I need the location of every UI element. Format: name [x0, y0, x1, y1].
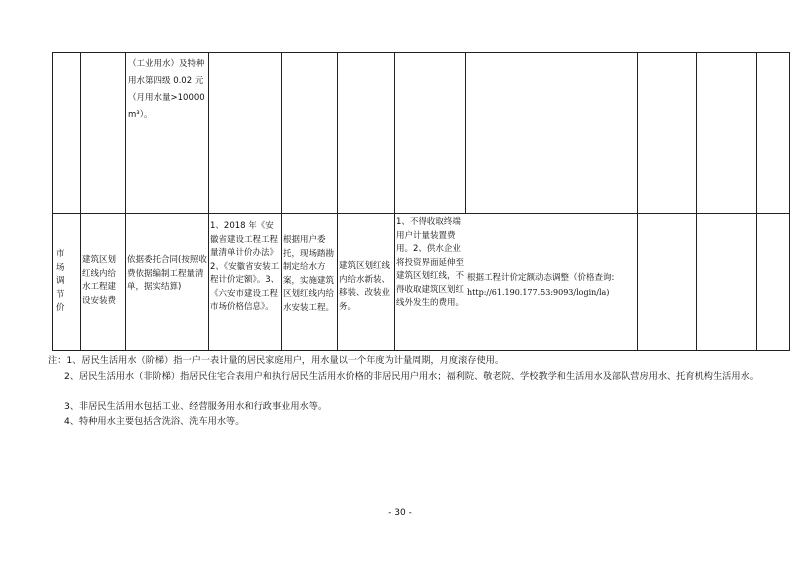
price-query-url: http://61.190.177.53:9093/login/la) [467, 287, 610, 297]
table-col-line [756, 52, 757, 351]
water-price-cell: （工业用水）及特种用水第四级 0.02 元（月用水量>10000 m³）。 [128, 59, 205, 120]
notes-cell: 1、不得收取终端用户计量装置费用。2、供水企业将投资界面延伸至建筑区划红线，不得收取建筑区划红线外发生的费用。 [396, 217, 465, 308]
item-cell: 建筑区划红线内给水工程建设安装费 [82, 255, 117, 306]
table-col-line [394, 52, 395, 351]
table-col-line [125, 52, 126, 351]
adjustment-text: 根据工程计价定额动态调整（价格查询: [467, 273, 615, 283]
note-2: 2、居民生活用水（非阶梯）指居民住宅合表用户和执行居民生活用水价格的非居民用户用水；福利院、敬老院、学校教学和生活用水及部队营房用水、托育机构生活用水。 [64, 371, 759, 382]
pricing-basis-cell: 1、2018 年《安徽省建设工程工程量清单计价办法》2、《安徽省安装工程计价定额》。3、《六安市建设工程市场价格信息》。 [210, 221, 280, 312]
table-col-line [465, 52, 466, 213]
basis-cell: 依据委托合同(按照收费依据编制工程量清单，据实结算) [127, 255, 207, 292]
table-col-line [281, 52, 282, 351]
page-number: - 30 - [388, 508, 412, 518]
category-cell: 市场调节价 [56, 249, 65, 313]
scope-cell: 建筑区划红线内给水新装、移装、改装业务。 [339, 261, 391, 312]
note-4: 4、特种用水主要包括含洗浴、洗车用水等。 [64, 416, 245, 427]
table-col-line [789, 52, 790, 351]
table-border-top [52, 52, 789, 53]
table-col-line [637, 52, 638, 351]
service-content-cell: 根据用户委托，现场踏勘制定给水方案，实施建筑区划红线内给水安装工程。 [283, 235, 335, 313]
table-col-line [696, 52, 697, 351]
note-3: 3、非居民生活用水包括工业、经营服务用水和行政事业用水等。 [64, 401, 328, 412]
note-1: 注：1、居民生活用水（阶梯）指一户一表计量的居民家庭用户，用水量以一个年度为计量周期，月度滚存使用。 [48, 355, 505, 366]
table-col-line [52, 52, 53, 351]
table-col-line [208, 52, 209, 351]
table-col-line [80, 52, 81, 351]
adjustment-cell [467, 272, 639, 300]
table-row-divider [52, 213, 789, 214]
table-border-bottom [52, 350, 789, 351]
table-col-line [337, 52, 338, 351]
